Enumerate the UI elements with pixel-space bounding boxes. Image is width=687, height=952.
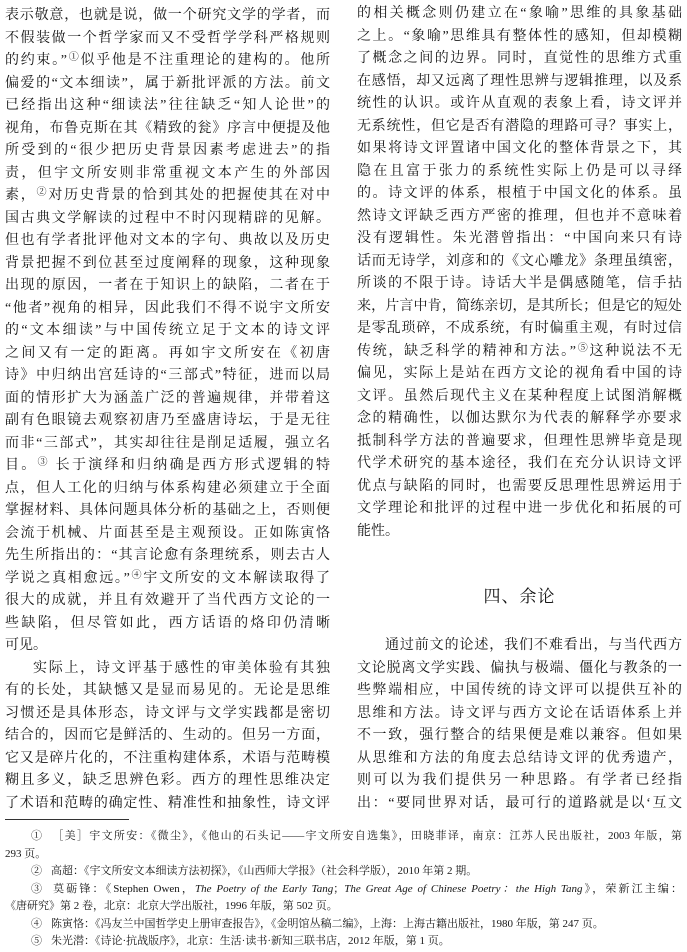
text-line: 在感悟，却又远离了理性思辨与逻辑推理，以及系: [357, 73, 682, 89]
footnote-3-continued: [5, 898, 682, 916]
footnote-reference: ④: [129, 569, 144, 581]
footnote-marker: ④: [31, 917, 42, 930]
text-line: 但也有学者批评他对文本的字句、典故以及历史: [5, 233, 330, 248]
text-line: 视角，布鲁克斯在其《精致的瓮》序言中便提及他: [5, 120, 330, 136]
left-column: [5, 5, 330, 815]
text-line: 的“文本细读”与中国传统立足于文本的诗文评: [5, 323, 330, 338]
text-line: 不假装做一个哲学家而又不受哲学学科严格规则: [5, 30, 330, 46]
text-line: 传统，缺乏科学的精神和方法。”⑤这种说法不无: [357, 342, 682, 359]
text-line: “他者”视角的相异，因此我们不得不说宇文所安: [5, 300, 330, 316]
footnote-4: [5, 916, 682, 934]
text-line: 抵制科学方法的普遍要求，但理性思辨毕竟是现: [357, 433, 682, 449]
text-line: 而非“三部式”，其实却往往是削足适履，强立名: [5, 435, 330, 451]
text-line: 是零乱琐碎，不成系统，有时偏重主观，有时过信: [357, 321, 682, 336]
text-line: 了概念之间的边界。同时，直觉性的思维方式重: [357, 51, 682, 66]
text-line: 能性。: [357, 523, 399, 539]
text-line: 学说之真相愈远。”④宇文所安的文本解读取得了: [5, 569, 330, 586]
text-line: 通过前文的论述，我们不难看出，与当代西方: [385, 638, 682, 653]
text-line: 的。诗文评的体系，根植于中国文化的体系。虽: [357, 186, 682, 201]
footnote-text: 陈寅恪：《冯友兰中国哲学史上册审查报告》，《金明馆丛稿二编》，上海：上海古籍出版社，1980 年版，第 247 页。: [51, 917, 604, 930]
footnote-reference: ①: [67, 51, 81, 63]
text-line: 从思维和方法的角度去总结诗文评的优秀遗产，: [357, 750, 682, 766]
text-line: 然诗文评缺乏西方严密的推理，但也并不意味着: [357, 208, 682, 224]
text-line: 有的长处，其缺憾又是显而易见的。无论是思维: [5, 683, 330, 698]
text-line: 的约束。”①似乎他是不注重理论的建构的。他所: [5, 51, 330, 68]
text-line: 不一致，强行整合的结果便是难以兼容。但如果: [357, 728, 682, 743]
text-line: 来，片言中肯，简练亲切，是其所长；但是它的短处: [357, 298, 682, 314]
section-heading: 四、余论: [483, 587, 556, 606]
text-line: 结合的，因而它是鲜活的、生动的。但另一方面，: [5, 728, 330, 743]
footnote-reference: ③: [37, 456, 50, 468]
footnote-5: [5, 933, 682, 951]
text-line: 文评。虽然后现代主义在某种程度上试图消解概: [357, 388, 682, 404]
text-line: 了术语和范畴的确定性、精准性和抽象性，诗文评: [5, 795, 330, 811]
text-line: 先生所指出的：“其言论愈有条理统系，则去古人: [5, 548, 330, 563]
text-line: 隐在且富于张力的系统性实际上仍是可以寻绎: [357, 163, 682, 179]
right-column: [357, 3, 682, 815]
text-line: 文学理论和批评的过程中进一步优化和拓展的可: [357, 501, 682, 516]
text-line: 习惯还是具体形态，诗文评与文学实践都是密切: [5, 705, 330, 721]
book-title-italic: The Poetry of the Early Tang: [195, 882, 334, 895]
text-line: 面的情形扩大为涵盖广泛的普遍规律，并带着这: [5, 390, 330, 406]
footnotes: [5, 828, 682, 951]
text-line: 话而无诗学，刘彦和的《文心雕龙》条理虽缜密，: [357, 253, 682, 269]
text-line: 优点与缺陷的同时，也需要反思理性思辨运用于: [357, 478, 682, 494]
text-line: 目。③ 长于演绎和归纳确是西方形式逻辑的特: [5, 456, 330, 473]
text-line: 无系统性，但它是否有潜隐的理路可寻？事实上，: [357, 118, 682, 134]
text-line: 文论脱离文学实践、偏执与极端、僵化与教条的一: [357, 660, 682, 676]
book-title-italic: The Great Age of Chinese Poetry：the High Tang: [344, 882, 583, 895]
footnote-text: ；: [333, 882, 345, 895]
footnote-1-continued: [5, 846, 682, 864]
paragraph-continued: [5, 5, 330, 658]
text-line: 些缺陷，但尽管如此，西方话语的烙印仍清晰: [5, 615, 330, 631]
text-line: 糊且多义，缺乏思辨色彩。西方的理性思维决定: [5, 773, 330, 788]
text-line: 的相关概念则仍建立在“象喻”思维的具象基础: [357, 6, 682, 21]
footnote-text: 高超：《宇文所安文本细读方法初探》，《山西师大学报》（社会科学版），2010 年第 2 期。: [51, 865, 478, 877]
paragraph: [357, 635, 682, 815]
footnote-separator: [5, 819, 129, 820]
text-line: 统性的认识。或许从直观的表象上看，诗文评并: [357, 96, 682, 111]
text-line: 之上。“象喻”思维具有整体性的感知，但却模糊: [357, 28, 682, 44]
text-line: 所受到的“很少把历史背景因素考虑进去”的指: [5, 143, 330, 158]
text-line: 副有色眼镜去观察初唐乃至盛唐诗坛，于是无往: [5, 413, 330, 428]
text-line: 已经指出这种“细读法”往往缺乏“知人论世”的: [5, 98, 330, 113]
text-line: 出现的原因，一者在于知识上的缺陷，二者在于: [5, 278, 330, 293]
footnote-reference: ②: [36, 186, 49, 198]
text-line: 掌握材料、具体问题具体分析的基础之上，否则便: [5, 503, 330, 518]
footnote-text: ［美］宇文所安：《微尘》，《他山的石头记——宇文所安自选集》，田晓菲译，南京：江苏人民出版社，2003 年版，第: [51, 830, 682, 842]
footnote-text: 《唐研究》第 2 卷，北京：北京大学出版社，1996 年版，第 502 页。: [5, 900, 338, 912]
text-line: 素，②对历史背景的恰到其处的把握使其在对中: [5, 186, 330, 203]
text-line: 可见。: [5, 638, 47, 653]
text-line: 所谈的不限于诗。诗话大半是偶感随笔，信手拈: [357, 276, 682, 291]
paragraph-continued: [357, 3, 682, 543]
text-line: 表示敬意，也就是说，做一个研究文学的学者，而: [5, 8, 330, 23]
text-line: 点，但人工化的归纳与体系构建必须建立于全面: [5, 480, 330, 496]
text-line: 实际上，诗文评基于感性的审美体验有其独: [33, 660, 330, 676]
footnote-2: [5, 863, 682, 881]
text-line: 之间又有一定的距离。再如宇文所安在《初唐: [5, 345, 330, 361]
text-line: 国古典文学解读的过程中不时闪现精辟的见解。: [5, 210, 330, 226]
text-line: 责，但宇文所安则非常重视文本产生的外部因: [5, 165, 330, 181]
text-line: 代学术研究的基本途径，我们在充分认识诗文评: [357, 456, 682, 471]
text-line: 它又是碎片化的，不注重构建体系，术语与范畴模: [5, 750, 330, 766]
text-line: 会流于机械、片面甚至是主观预设。正如陈寅恪: [5, 525, 330, 541]
footnote-text: 朱光潜：《诗论·抗战版序》，北京：生活·读书·新知三联书店，2012 年版，第 1 页。: [51, 935, 450, 947]
text-line: 如果将诗文评置诸中国文化的整体背景之下，其: [357, 141, 682, 156]
text-line: 偏爱的“文本细读”，属于新批评派的方法。前文: [5, 75, 330, 91]
text-line: 诗》中归纳出宫廷诗的“三部式”特征，进而以局: [5, 368, 330, 383]
footnote-text: 莫砺锋：《Stephen Owen，: [51, 882, 196, 895]
text-line: 思维和方法。诗文评与西方文论在话语体系上并: [357, 705, 682, 721]
footnote-text: 293 页。: [5, 847, 47, 860]
footnote-reference: ⑤: [576, 342, 590, 354]
text-line: 念的精确性，以伽达默尔为代表的解释学亦要求: [357, 411, 682, 426]
footnote-marker: ③: [31, 882, 42, 895]
text-line: 则可以为我们提供另一种思路。有学者已经指: [357, 773, 682, 788]
paragraph: [5, 658, 330, 816]
footnote-marker: ⑤: [31, 935, 42, 947]
footnote-1: [5, 828, 682, 846]
text-line: 偏见，实际上是站在西方文论的视角看中国的诗: [357, 366, 682, 381]
footnote-3: [5, 881, 682, 899]
text-line: 没有逻辑性。朱光潜曾指出：“中国向来只有诗: [357, 231, 682, 246]
text-line: 很大的成就，并且有效避开了当代西方文论的一: [5, 593, 330, 608]
footnote-text: 》，荣新江主编：: [582, 882, 682, 895]
text-line: 出：“要同世界对话，最可行的道路就是以‘互文: [357, 795, 682, 811]
text-line: 些弊端相应，中国传统的诗文评可以提供互补的: [357, 683, 682, 698]
text-line: 背景把握不到位甚至过度阐释的现象，这种现象: [5, 255, 330, 271]
footnote-marker: ①: [31, 830, 42, 842]
footnote-marker: ②: [31, 865, 42, 877]
